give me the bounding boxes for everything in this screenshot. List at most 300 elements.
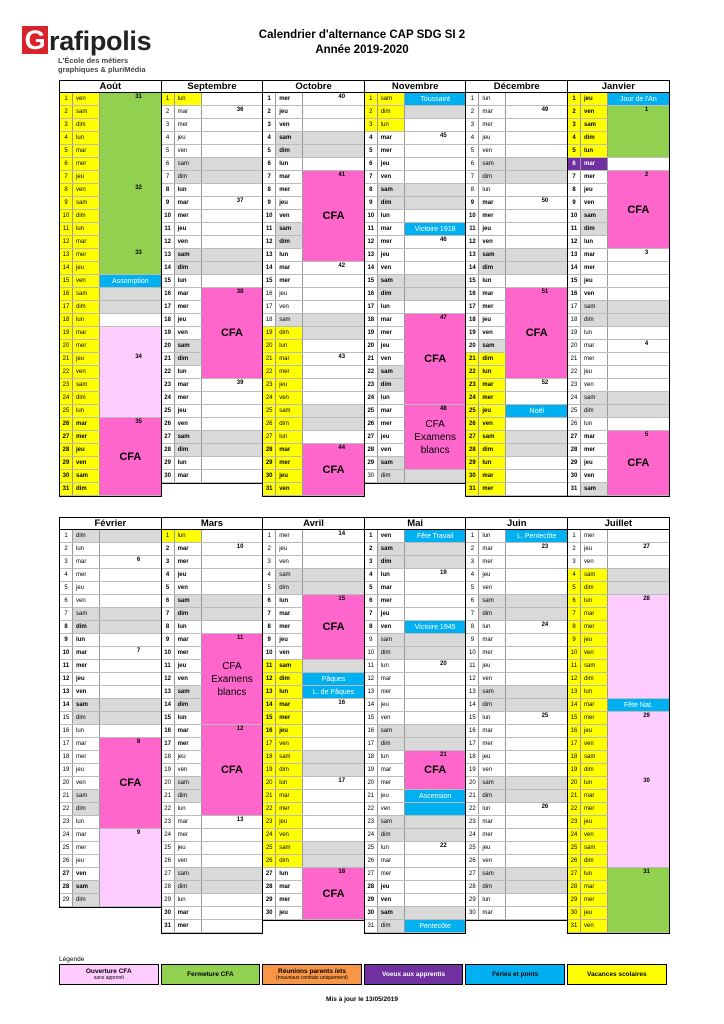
day-name: dim — [378, 470, 405, 482]
day-row[interactable] — [162, 275, 263, 288]
day-row[interactable] — [365, 275, 466, 288]
day-row[interactable] — [568, 301, 669, 314]
day-row[interactable] — [263, 301, 364, 314]
month-days — [162, 93, 263, 483]
day-number: 19 — [60, 327, 73, 339]
day-row[interactable] — [466, 829, 567, 842]
day-number: 24 — [60, 392, 73, 404]
day-number: 12 — [466, 236, 479, 248]
day-row[interactable] — [60, 595, 161, 608]
day-row[interactable] — [365, 725, 466, 738]
day-row[interactable] — [466, 582, 567, 595]
day-name: mer — [175, 210, 202, 222]
period-block-pink — [303, 868, 364, 919]
day-number: 7 — [568, 171, 581, 183]
day-number: 22 — [263, 366, 276, 378]
day-name: lun — [479, 803, 506, 815]
day-row[interactable] — [60, 301, 161, 314]
day-row[interactable] — [263, 366, 364, 379]
day-row[interactable] — [263, 569, 364, 582]
day-name: sam — [479, 431, 506, 443]
day-row[interactable] — [466, 171, 567, 184]
day-row[interactable] — [263, 431, 364, 444]
day-name: mer — [378, 145, 405, 157]
day-row[interactable] — [162, 842, 263, 855]
day-number: 18 — [568, 314, 581, 326]
day-row[interactable] — [60, 660, 161, 673]
day-number: 10 — [568, 647, 581, 659]
day-row[interactable] — [162, 868, 263, 881]
day-number: 5 — [263, 145, 276, 157]
day-name: jeu — [581, 725, 608, 737]
day-row[interactable] — [162, 145, 263, 158]
day-name: mer — [581, 894, 608, 906]
day-row[interactable] — [162, 470, 263, 483]
day-row[interactable] — [466, 647, 567, 660]
day-row[interactable] — [466, 236, 567, 249]
day-number: 25 — [466, 405, 479, 417]
day-row[interactable] — [568, 556, 669, 569]
day-row[interactable] — [263, 119, 364, 132]
day-row[interactable] — [263, 288, 364, 301]
week-number: 36 — [236, 107, 244, 113]
day-row[interactable] — [263, 751, 364, 764]
day-row[interactable] — [263, 158, 364, 171]
day-row[interactable] — [568, 418, 669, 431]
day-number: 16 — [162, 725, 175, 737]
day-row[interactable] — [466, 210, 567, 223]
day-row[interactable] — [162, 457, 263, 470]
day-row[interactable] — [466, 470, 567, 483]
day-row[interactable] — [466, 262, 567, 275]
day-row[interactable] — [365, 119, 466, 132]
day-row[interactable] — [365, 673, 466, 686]
day-slot — [202, 608, 263, 620]
day-slot — [100, 314, 161, 326]
day-number: 16 — [263, 288, 276, 300]
day-row[interactable] — [162, 93, 263, 106]
day-row[interactable] — [466, 699, 567, 712]
day-row[interactable] — [162, 119, 263, 132]
day-row[interactable] — [365, 894, 466, 907]
day-row[interactable] — [263, 816, 364, 829]
day-row[interactable] — [466, 673, 567, 686]
day-slot — [202, 171, 263, 183]
day-name: mer — [479, 301, 506, 313]
week-number: 31 — [643, 869, 650, 875]
week-number: 50 — [541, 198, 549, 204]
day-row[interactable] — [466, 223, 567, 236]
day-row[interactable] — [466, 868, 567, 881]
day-number: 27 — [263, 868, 276, 880]
day-row[interactable] — [162, 530, 263, 543]
day-name: dim — [479, 444, 506, 456]
day-row[interactable] — [365, 249, 466, 262]
day-row[interactable] — [365, 184, 466, 197]
day-row[interactable] — [568, 392, 669, 405]
day-row[interactable] — [263, 340, 364, 353]
day-row[interactable] — [568, 314, 669, 327]
day-number: 7 — [60, 608, 73, 620]
day-name: jeu — [479, 405, 506, 417]
day-row[interactable] — [263, 106, 364, 119]
period-block-pink — [405, 405, 466, 469]
day-number: 17 — [263, 301, 276, 313]
day-name: sam — [175, 595, 202, 607]
day-row[interactable] — [162, 418, 263, 431]
day-row[interactable] — [365, 556, 466, 569]
day-row[interactable] — [568, 582, 669, 595]
day-name: dim — [378, 106, 405, 118]
day-row[interactable] — [263, 132, 364, 145]
day-row[interactable] — [466, 881, 567, 894]
day-row[interactable] — [162, 894, 263, 907]
day-row[interactable] — [60, 686, 161, 699]
day-row[interactable] — [60, 634, 161, 647]
day-row[interactable] — [263, 738, 364, 751]
day-name: dim — [581, 764, 608, 776]
day-name: mar — [73, 738, 100, 750]
day-row[interactable] — [162, 881, 263, 894]
day-row[interactable] — [162, 907, 263, 920]
day-row[interactable] — [568, 379, 669, 392]
day-name: lun — [378, 392, 405, 404]
day-row[interactable] — [466, 894, 567, 907]
day-slot — [405, 647, 466, 659]
day-row[interactable] — [466, 431, 567, 444]
day-slot — [405, 262, 466, 274]
day-row[interactable] — [365, 699, 466, 712]
day-name: mer — [73, 340, 100, 352]
legend-sublabel: sans apprenti — [93, 975, 124, 981]
day-row[interactable] — [365, 855, 466, 868]
day-row[interactable] — [466, 275, 567, 288]
day-row[interactable] — [263, 405, 364, 418]
day-row[interactable] — [60, 569, 161, 582]
day-name: jeu — [479, 314, 506, 326]
day-row[interactable] — [568, 569, 669, 582]
day-name: jeu — [73, 353, 100, 365]
day-row[interactable] — [263, 582, 364, 595]
day-row[interactable] — [466, 132, 567, 145]
day-row[interactable] — [365, 608, 466, 621]
day-row[interactable] — [162, 184, 263, 197]
day-row[interactable] — [60, 288, 161, 301]
day-row[interactable] — [365, 301, 466, 314]
day-row[interactable] — [60, 725, 161, 738]
day-name: lun — [73, 405, 100, 417]
day-row[interactable] — [60, 530, 161, 543]
day-row[interactable] — [162, 608, 263, 621]
day-slot — [202, 595, 263, 607]
day-row[interactable] — [263, 764, 364, 777]
day-number: 21 — [162, 353, 175, 365]
day-row[interactable] — [263, 829, 364, 842]
day-row[interactable] — [365, 881, 466, 894]
day-slot — [100, 582, 161, 594]
day-name: ven — [581, 920, 608, 932]
day-name: dim — [276, 855, 303, 867]
day-row[interactable] — [365, 647, 466, 660]
day-row[interactable] — [162, 405, 263, 418]
day-name: dim — [378, 829, 405, 841]
day-row[interactable] — [568, 353, 669, 366]
day-row[interactable] — [568, 366, 669, 379]
day-row[interactable] — [263, 725, 364, 738]
day-number: 29 — [568, 894, 581, 906]
day-slot — [506, 457, 567, 469]
day-row[interactable] — [365, 868, 466, 881]
day-row[interactable] — [466, 418, 567, 431]
day-row[interactable] — [263, 379, 364, 392]
day-row[interactable] — [162, 569, 263, 582]
day-row[interactable] — [60, 314, 161, 327]
day-row[interactable] — [162, 582, 263, 595]
day-name: lun — [378, 301, 405, 313]
day-slot — [506, 210, 567, 222]
day-row[interactable] — [263, 314, 364, 327]
day-row[interactable] — [162, 920, 263, 933]
day-number: 9 — [365, 634, 378, 646]
day-row[interactable] — [365, 171, 466, 184]
day-name: jeu — [276, 288, 303, 300]
day-number: 5 — [568, 145, 581, 157]
day-slot — [506, 158, 567, 170]
day-row[interactable] — [466, 119, 567, 132]
day-name: ven — [479, 582, 506, 594]
day-row[interactable] — [162, 262, 263, 275]
day-name: mer — [276, 621, 303, 633]
day-row[interactable] — [466, 569, 567, 582]
day-number: 17 — [60, 738, 73, 750]
day-row[interactable] — [466, 816, 567, 829]
day-row[interactable] — [466, 184, 567, 197]
day-row[interactable] — [466, 790, 567, 803]
day-row[interactable] — [466, 595, 567, 608]
day-row[interactable] — [365, 543, 466, 556]
day-name: mar — [479, 634, 506, 646]
day-row[interactable] — [365, 197, 466, 210]
day-name: mar — [276, 262, 303, 274]
day-name: lun — [276, 249, 303, 261]
day-row[interactable] — [162, 431, 263, 444]
day-row[interactable] — [466, 556, 567, 569]
day-row[interactable] — [466, 907, 567, 920]
day-slot — [303, 855, 364, 867]
day-row[interactable] — [466, 686, 567, 699]
day-number: 20 — [263, 777, 276, 789]
day-row[interactable] — [466, 725, 567, 738]
day-slot — [506, 236, 567, 248]
week-number: 5 — [644, 432, 649, 438]
day-row[interactable] — [466, 608, 567, 621]
day-row[interactable] — [263, 790, 364, 803]
day-number: 12 — [365, 236, 378, 248]
day-row[interactable] — [263, 712, 364, 725]
day-row[interactable] — [162, 621, 263, 634]
period-block-green — [608, 868, 669, 932]
day-number: 16 — [466, 288, 479, 300]
day-slot — [506, 392, 567, 404]
day-slot — [506, 119, 567, 131]
day-row[interactable] — [365, 686, 466, 699]
day-name: jeu — [175, 223, 202, 235]
day-row[interactable] — [365, 829, 466, 842]
day-row[interactable] — [466, 483, 567, 496]
day-row[interactable] — [162, 249, 263, 262]
day-row[interactable] — [568, 405, 669, 418]
day-row[interactable] — [162, 595, 263, 608]
day-row[interactable] — [162, 132, 263, 145]
day-number: 26 — [568, 855, 581, 867]
day-number: 30 — [263, 907, 276, 919]
day-row[interactable] — [568, 262, 669, 275]
period-label: CFA — [425, 418, 445, 430]
day-row[interactable] — [365, 106, 466, 119]
day-name: jeu — [175, 660, 202, 672]
day-slot — [202, 119, 263, 131]
day-slot — [405, 894, 466, 906]
day-row[interactable] — [60, 699, 161, 712]
day-row[interactable] — [466, 842, 567, 855]
week-number: 46 — [439, 237, 447, 243]
day-row[interactable] — [466, 392, 567, 405]
day-row[interactable] — [466, 660, 567, 673]
day-slot — [506, 907, 567, 919]
day-row[interactable] — [365, 288, 466, 301]
day-number: 9 — [568, 634, 581, 646]
day-row[interactable] — [365, 816, 466, 829]
day-name: lun — [479, 457, 506, 469]
day-row[interactable] — [365, 158, 466, 171]
day-row[interactable] — [365, 470, 466, 483]
day-row[interactable] — [162, 829, 263, 842]
day-row[interactable] — [263, 803, 364, 816]
day-row[interactable] — [162, 223, 263, 236]
day-row[interactable] — [466, 145, 567, 158]
day-slot — [405, 868, 466, 880]
day-row[interactable] — [568, 327, 669, 340]
day-slot — [303, 431, 364, 443]
day-row[interactable] — [365, 595, 466, 608]
day-row[interactable] — [263, 660, 364, 673]
day-row[interactable] — [365, 210, 466, 223]
day-row[interactable] — [263, 275, 364, 288]
day-number: 7 — [365, 171, 378, 183]
day-row[interactable] — [568, 275, 669, 288]
day-row[interactable] — [162, 556, 263, 569]
day-row[interactable] — [568, 158, 669, 171]
month-column-7 — [161, 517, 264, 934]
day-number: 14 — [263, 262, 276, 274]
day-slot — [506, 868, 567, 880]
day-row[interactable] — [263, 392, 364, 405]
day-number: 3 — [568, 119, 581, 131]
day-name: mar — [378, 223, 405, 235]
day-row[interactable] — [365, 262, 466, 275]
day-row[interactable] — [162, 171, 263, 184]
day-row[interactable] — [263, 145, 364, 158]
day-row[interactable] — [466, 764, 567, 777]
day-name: sam — [378, 184, 405, 196]
day-number: 22 — [466, 803, 479, 815]
day-row[interactable] — [466, 855, 567, 868]
day-row[interactable] — [466, 738, 567, 751]
legend-item-vacances — [567, 964, 667, 985]
day-row[interactable] — [263, 855, 364, 868]
period-label: CFA — [220, 327, 243, 339]
day-row[interactable] — [365, 582, 466, 595]
day-row[interactable] — [365, 712, 466, 725]
day-row[interactable] — [568, 288, 669, 301]
day-name: lun — [479, 275, 506, 287]
day-number: 22 — [263, 803, 276, 815]
day-number: 31 — [60, 483, 73, 495]
day-name: ven — [581, 556, 608, 568]
day-row[interactable] — [466, 93, 567, 106]
day-row[interactable] — [263, 418, 364, 431]
day-name: mer — [479, 483, 506, 495]
day-row[interactable] — [162, 855, 263, 868]
day-row[interactable] — [365, 634, 466, 647]
day-row[interactable] — [365, 907, 466, 920]
day-row[interactable] — [263, 842, 364, 855]
day-row[interactable] — [60, 543, 161, 556]
day-row[interactable] — [162, 158, 263, 171]
day-row[interactable] — [466, 751, 567, 764]
day-number: 13 — [568, 686, 581, 698]
day-name: dim — [73, 301, 100, 313]
day-number: 21 — [263, 353, 276, 365]
day-row[interactable] — [466, 457, 567, 470]
day-name: sam — [73, 790, 100, 802]
day-number: 23 — [365, 816, 378, 828]
day-row[interactable] — [60, 582, 161, 595]
day-slot — [405, 197, 466, 209]
day-row[interactable] — [466, 634, 567, 647]
day-row[interactable] — [568, 530, 669, 543]
day-row[interactable] — [466, 777, 567, 790]
day-number: 22 — [60, 366, 73, 378]
day-number: 21 — [568, 790, 581, 802]
period-label: Pâques — [321, 675, 346, 683]
day-name: ven — [581, 379, 608, 391]
day-name: sam — [378, 907, 405, 919]
day-row[interactable] — [365, 145, 466, 158]
day-number: 19 — [568, 327, 581, 339]
day-row[interactable] — [162, 210, 263, 223]
day-slot — [303, 106, 364, 118]
day-name: dim — [276, 582, 303, 594]
day-row[interactable] — [60, 673, 161, 686]
day-row[interactable] — [263, 543, 364, 556]
day-row[interactable] — [60, 621, 161, 634]
day-row[interactable] — [162, 236, 263, 249]
day-name: lun — [276, 158, 303, 170]
day-row[interactable] — [466, 249, 567, 262]
day-row[interactable] — [162, 392, 263, 405]
day-name: ven — [175, 236, 202, 248]
day-name: mer — [276, 803, 303, 815]
day-row[interactable] — [466, 444, 567, 457]
day-row[interactable] — [162, 444, 263, 457]
day-row[interactable] — [466, 158, 567, 171]
day-row[interactable] — [263, 327, 364, 340]
day-row[interactable] — [60, 712, 161, 725]
day-row[interactable] — [60, 608, 161, 621]
day-row[interactable] — [365, 738, 466, 751]
day-row[interactable] — [263, 556, 364, 569]
